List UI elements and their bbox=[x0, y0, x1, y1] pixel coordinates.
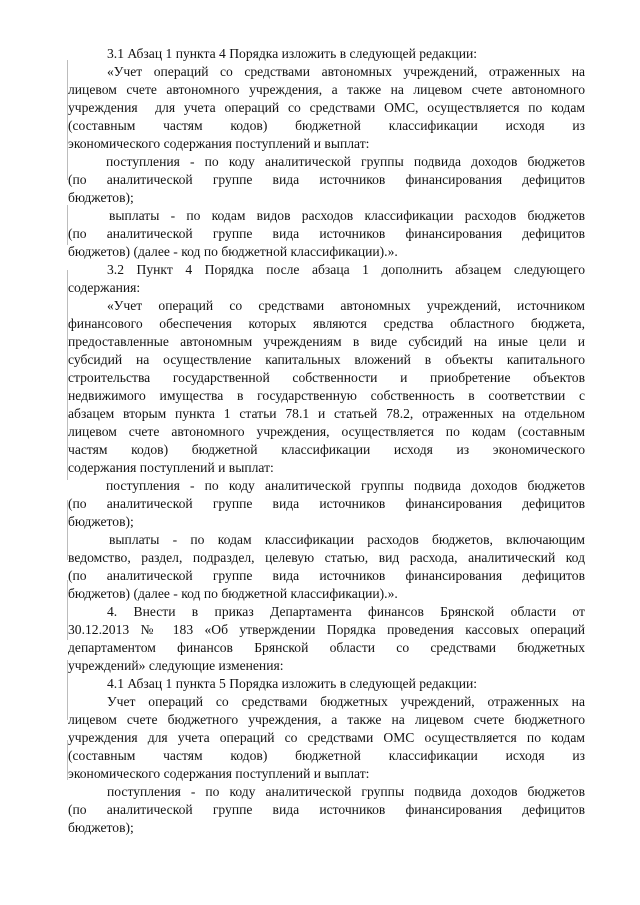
text-line: Учет операций со средствами бюджетных учреждений, отраженных на bbox=[107, 694, 585, 709]
text-line: экономического содержания поступлений и выплат: bbox=[68, 136, 370, 151]
text-line: абзацем вторым пункта 1 статьи 78.1 и статьей 78.2, отраженных на отдельном bbox=[68, 406, 585, 421]
text-line: (составным частям кодов) бюджетной классификации исходя из bbox=[68, 118, 585, 133]
text-line: лицевом счете автономного учреждения, а также на лицевом счете автономного bbox=[68, 82, 585, 97]
text-line: поступления - по коду аналитической группы подвида доходов бюджетов bbox=[106, 154, 585, 169]
text-line: финансового обеспечения которых являются средства областного бюджета, bbox=[68, 316, 585, 331]
text-line: ведомство, раздел, подраздел, целевую статью, вид расхода, аналитический код bbox=[68, 550, 585, 565]
text-line: бюджетов) (далее - код по бюджетной классификации).». bbox=[68, 244, 398, 259]
text-line: строительства государственной собственности и приобретение объектов bbox=[68, 370, 585, 385]
text-line: 3.1 Абзац 1 пункта 4 Порядка изложить в следующей редакции: bbox=[107, 46, 478, 61]
text-line: учреждения для учета операций со средствами ОМС осуществляется по кодам bbox=[68, 730, 585, 745]
text-line: частям кодов) бюджетной классификации исходя из экономического bbox=[68, 442, 585, 457]
text-line: (по аналитической группе вида источников финансирования дефицитов bbox=[68, 568, 585, 583]
text-line: 4.1 Абзац 1 пункта 5 Порядка изложить в следующей редакции: bbox=[107, 676, 478, 691]
text-line: 4. Внести в приказ Департамента финансов Брянской области от bbox=[107, 604, 585, 619]
text-line: бюджетов); bbox=[68, 820, 134, 835]
text-line: поступления - по коду аналитической группы подвида доходов бюджетов bbox=[106, 478, 585, 493]
text-line: выплаты - по кодам классификации расходов бюджетов, включающим bbox=[109, 532, 585, 547]
text-line: «Учет операций со средствами автономных учреждений, источником bbox=[107, 298, 585, 313]
text-line: учреждений» следующие изменения: bbox=[68, 658, 284, 673]
text-line: экономического содержания поступлений и выплат: bbox=[68, 766, 370, 781]
text-line: 3.2 Пункт 4 Порядка после абзаца 1 дополнить абзацем следующего bbox=[107, 262, 585, 277]
text-line: содержания: bbox=[68, 280, 141, 295]
text-line: поступления - по коду аналитической группы подвида доходов бюджетов bbox=[107, 784, 585, 799]
text-line: субсидий на осуществление капитальных вложений в объекты капитального bbox=[68, 352, 585, 367]
text-line: лицевом счете автономного учреждения, осуществляется по кодам (составным bbox=[68, 424, 585, 439]
text-line: бюджетов); bbox=[68, 190, 134, 205]
text-line: выплаты - по кодам видов расходов классификации расходов бюджетов bbox=[109, 208, 585, 223]
text-line: содержания поступлений и выплат: bbox=[68, 460, 274, 475]
text-line: 30.12.2013 № 183 «Об утверждении Порядка проведения кассовых операций bbox=[68, 622, 585, 637]
text-line: бюджетов) (далее - код по бюджетной классификации).». bbox=[68, 586, 398, 601]
text-line: лицевом счете бюджетного учреждения, а также на лицевом счете бюджетного bbox=[68, 712, 585, 727]
text-line: (составным частям кодов) бюджетной классификации исходя из bbox=[68, 748, 585, 763]
text-line: предоставленные автономным учреждениям в виде субсидий на иные цели и bbox=[68, 334, 585, 349]
text-line: департаментом финансов Брянской области со средствами бюджетных bbox=[68, 640, 585, 655]
text-line: (по аналитической группе вида источников финансирования дефицитов bbox=[68, 496, 585, 511]
text-line: (по аналитической группе вида источников финансирования дефицитов bbox=[68, 172, 585, 187]
text-line: недвижимого имущества в государственную собственность в соответствии с bbox=[68, 388, 585, 403]
text-line: «Учет операций со средствами автономных учреждений, отраженных на bbox=[107, 64, 585, 79]
text-line: (по аналитической группе вида источников финансирования дефицитов bbox=[68, 226, 585, 241]
text-line: (по аналитической группе вида источников финансирования дефицитов bbox=[68, 802, 585, 817]
text-line: бюджетов); bbox=[68, 514, 134, 529]
text-line: учреждения для учета операций со средствами ОМС, осуществляется по кодам bbox=[68, 100, 585, 115]
